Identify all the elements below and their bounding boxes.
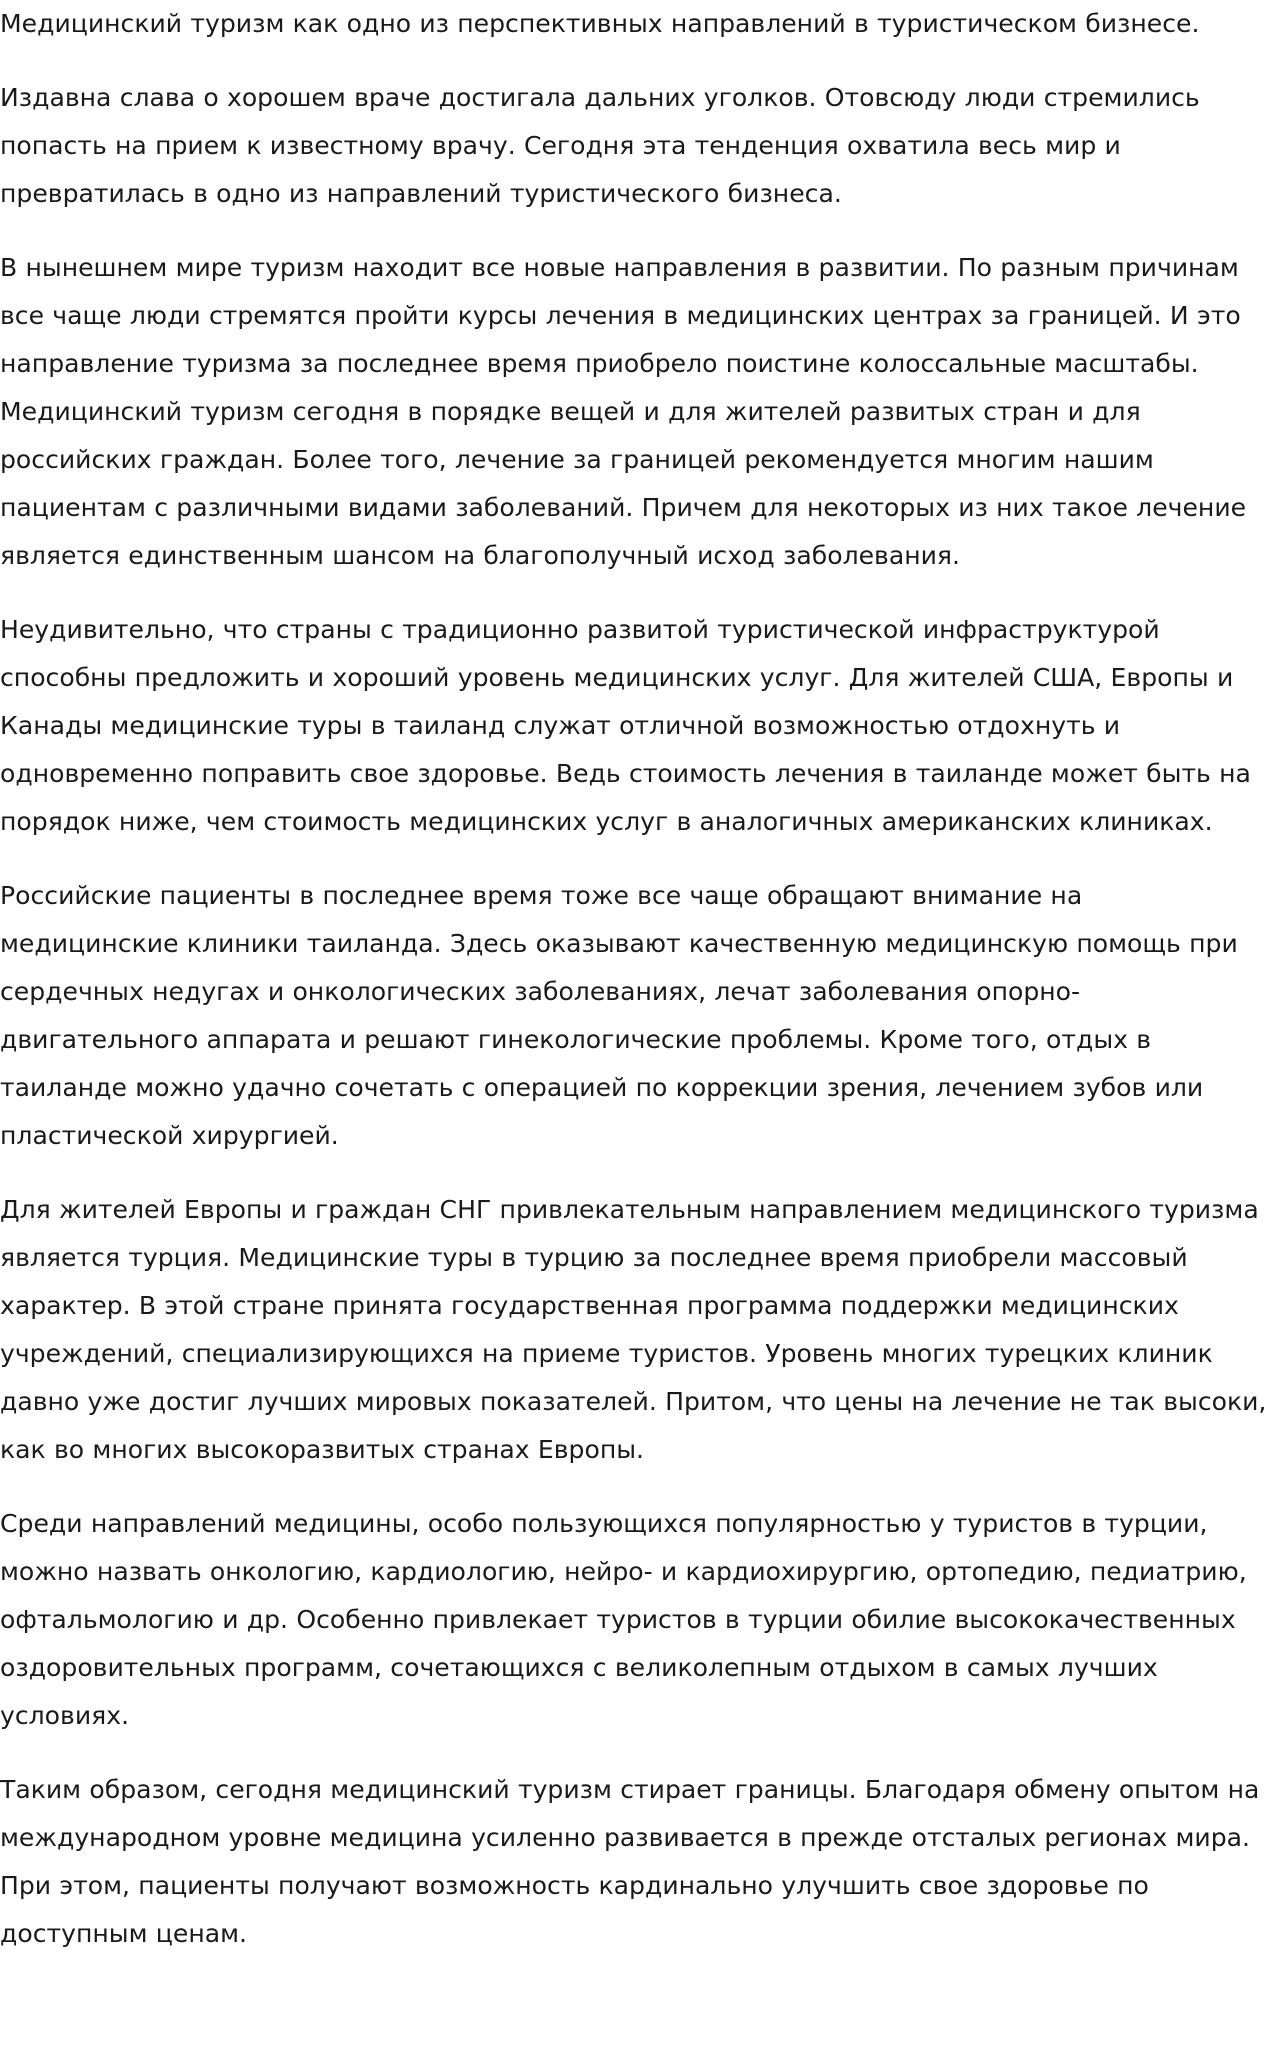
paragraph-turkey: Для жителей Европы и граждан СНГ привлекательным направлением медицинского туризма является турция. Медицинские туры в турцию за последнее время приобрели массовый характер. В этой стране принята государственная программа поддержки медицинских учреждений, специализирующихся на приеме туристов. Уровень многих турецких клиник давно уже достиг лучших мировых показателей. Притом, что цены на лечение не так высоки, как во многих высокоразвитых странах Европы.	[0, 1195, 1267, 1464]
paragraph-thailand: Российские пациенты в последнее время тоже все чаще обращают внимание на медицинские клиники таиланда. Здесь оказывают качественную медицинскую помощь при сердечных недугах и онкологических заболеваниях, лечат заболевания опорно-двигательного аппарата и решают гинекологические проблемы. Кроме того, отдых в таиланде можно удачно сочетать с операцией по коррекции зрения, лечением зубов или пластической хирургией.	[0, 881, 1238, 1150]
article-title: Медицинский туризм как одно из перспективных направлений в туристическом бизнесе.	[0, 9, 1200, 38]
paragraph-intro: Издавна слава о хорошем враче достигала дальних уголков. Отовсюду люди стремились попасть на прием к известному врачу. Сегодня эта тенденция охватила весь мир и превратилась в одно из направлений туристического бизнеса.	[0, 83, 1200, 208]
paragraph-trends: В нынешнем мире туризм находит все новые направления в развитии. По разным причинам все чаще люди стремятся пройти курсы лечения в медицинских центрах за границей. И это направление туризма за последнее время приобрело поистине колоссальные масштабы. Медицинский туризм сегодня в порядке вещей и для жителей развитых стран и для российских граждан. Более того, лечение за границей рекомендуется многим нашим пациентам с различными видами заболеваний. Причем для некоторых из них такое лечение является единственным шансом на благополучный исход заболевания.	[0, 253, 1247, 570]
paragraph-conclusion: Таким образом, сегодня медицинский туризм стирает границы. Благодаря обмену опытом на международном уровне медицина усиленно развивается в прежде отсталых регионах мира. При этом, пациенты получают возможность кардинально улучшить свое здоровье по доступным ценам.	[0, 1775, 1260, 1948]
paragraph-infrastructure: Неудивительно, что страны с традиционно развитой туристической инфраструктурой способны предложить и хороший уровень медицинских услуг. Для жителей США, Европы и Канады медицинские туры в таиланд служат отличной возможностью отдохнуть и одновременно поправить свое здоровье. Ведь стоимость лечения в таиланде может быть на порядок ниже, чем стоимость медицинских услуг в аналогичных американских клиниках.	[0, 615, 1251, 836]
paragraph-turkey-specialties: Среди направлений медицины, особо пользующихся популярностью у туристов в турции, можно назвать онкологию, кардиологию, нейро- и кардиохирургию, ортопедию, педиатрию, офтальмологию и др. Особенно привлекает туристов в турции обилие высококачественных оздоровительных программ, сочетающихся с великолепным отдыхом в самых лучших условиях.	[0, 1509, 1247, 1730]
